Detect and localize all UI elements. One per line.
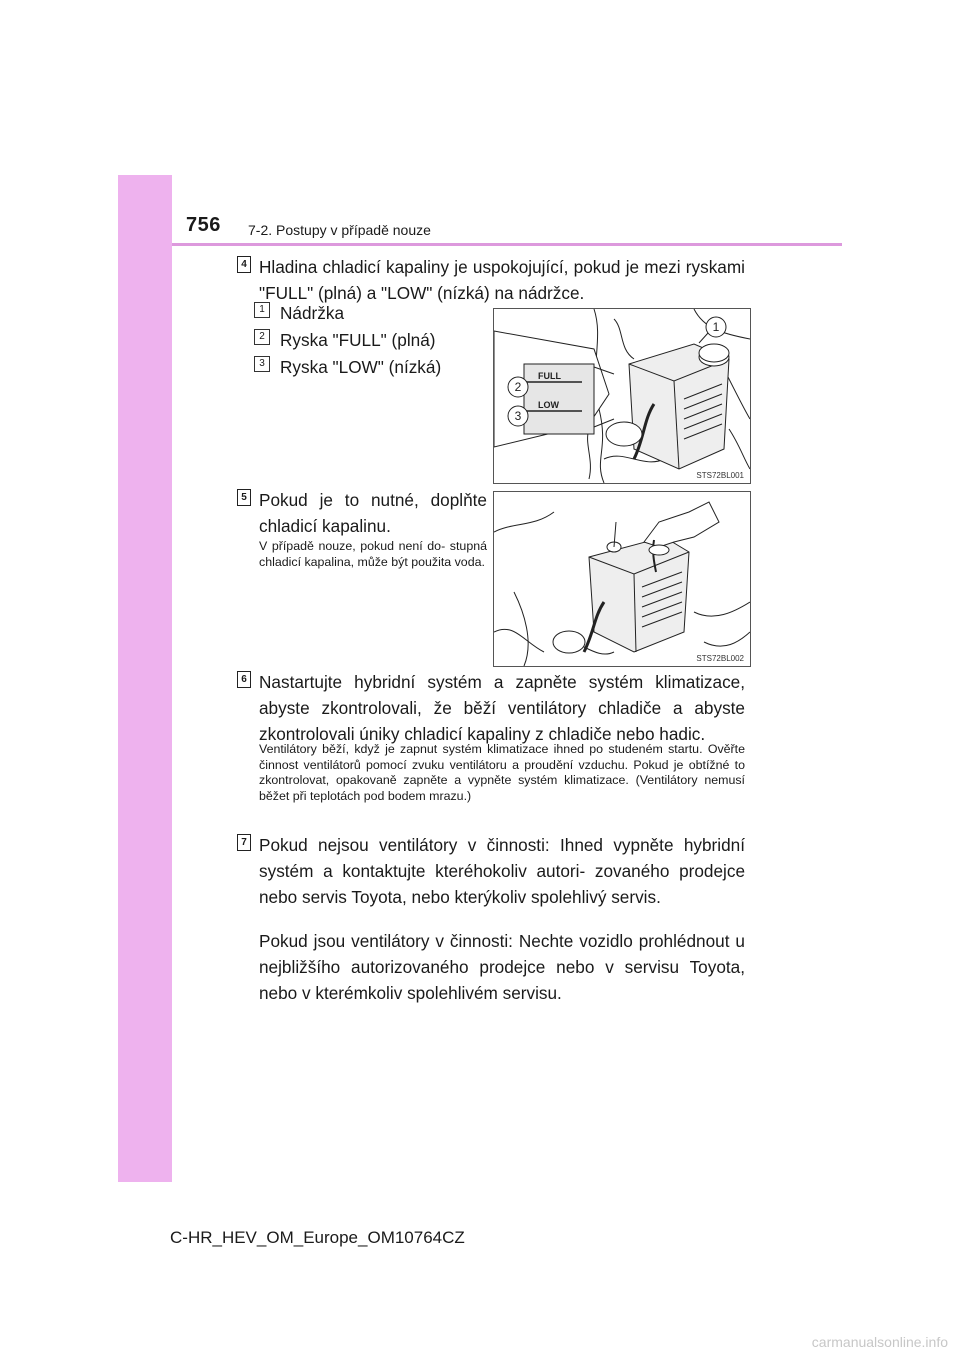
step-7-text-a: Pokud nejsou ventilátory v činnosti: Ihned vypněte hybridní systém a kontaktujte kteréhokoliv autori- zovaného prodejce nebo servis Toyota, nebo kterýkoliv spolehlivý servis. xyxy=(259,835,745,907)
step-6-note: Ventilátory běží, když je zapnut systém klimatizace ihned po studeném startu. Ověřte činnost ventilátorů pomocí zvuku ventilátoru a proudění vzduchu. Pokud je obtížné to zkontrolovat, opakovaně zapněte a vypněte systém klimatizace. (Ventilátory nemusí běžet při teplotách pod bodem mrazu.) xyxy=(259,742,745,803)
callout-3: 3 xyxy=(514,409,522,423)
figure-refill-coolant xyxy=(493,491,751,667)
item-label-tank: Nádržka xyxy=(280,303,344,323)
watermark: carmanualsonline.info xyxy=(811,1334,948,1350)
item-marker-1: 1 xyxy=(254,302,270,318)
low-mark-text: LOW xyxy=(538,400,559,410)
item-label-full: Ryska "FULL" (plná) xyxy=(280,330,436,350)
item-label-low: Ryska "LOW" (nízká) xyxy=(280,357,442,377)
step-5-note: V případě nouze, pokud není do- stupná chladicí kapalina, může být použita voda. xyxy=(259,539,487,569)
step-number-5: 5 xyxy=(237,489,251,506)
step-number-7: 7 xyxy=(237,834,251,851)
header-rule xyxy=(172,243,842,246)
callout-2: 2 xyxy=(514,380,522,394)
figure-code-2: STS72BL002 xyxy=(696,654,744,663)
step-number-6: 6 xyxy=(237,671,251,688)
step-7-text-b: Pokud jsou ventilátory v činnosti: Nechte vozidlo prohlédnout u nejbližšího autorizovaného prodejce nebo v servisu Toyota, nebo v kterémkoliv spolehlivém servisu. xyxy=(259,931,745,1003)
step-number-4: 4 xyxy=(237,256,251,273)
step-6-text: Nastartujte hybridní systém a zapněte systém klimatizace, abyste zkontrolovali, že běží ventilátory chladiče a abyste zkontrolovali úniky chladicí kapaliny z chladiče nebo hadic. xyxy=(259,672,745,744)
figure-coolant-tank xyxy=(493,308,751,484)
step-5-text: Pokud je to nutné, doplňte chladicí kapalinu. xyxy=(259,490,487,536)
figure-code-1: STS72BL001 xyxy=(696,471,744,480)
step-4-text: Hladina chladicí kapaliny je uspokojující, pokud je mezi ryskami "FULL" (plná) a "LOW" (nízká) na nádržce. xyxy=(259,257,745,303)
page-number: 756 xyxy=(186,214,221,236)
item-marker-3: 3 xyxy=(254,356,270,372)
refill-coolant-illustration xyxy=(494,492,750,666)
section-title: 7-2. Postupy v případě nouze xyxy=(248,222,431,238)
side-tab xyxy=(118,175,172,1182)
coolant-tank-illustration xyxy=(494,309,750,483)
full-mark-text: FULL xyxy=(538,371,561,381)
callout-1: 1 xyxy=(712,320,720,334)
item-marker-2: 2 xyxy=(254,329,270,345)
document-code: C-HR_HEV_OM_Europe_OM10764CZ xyxy=(170,1228,465,1247)
